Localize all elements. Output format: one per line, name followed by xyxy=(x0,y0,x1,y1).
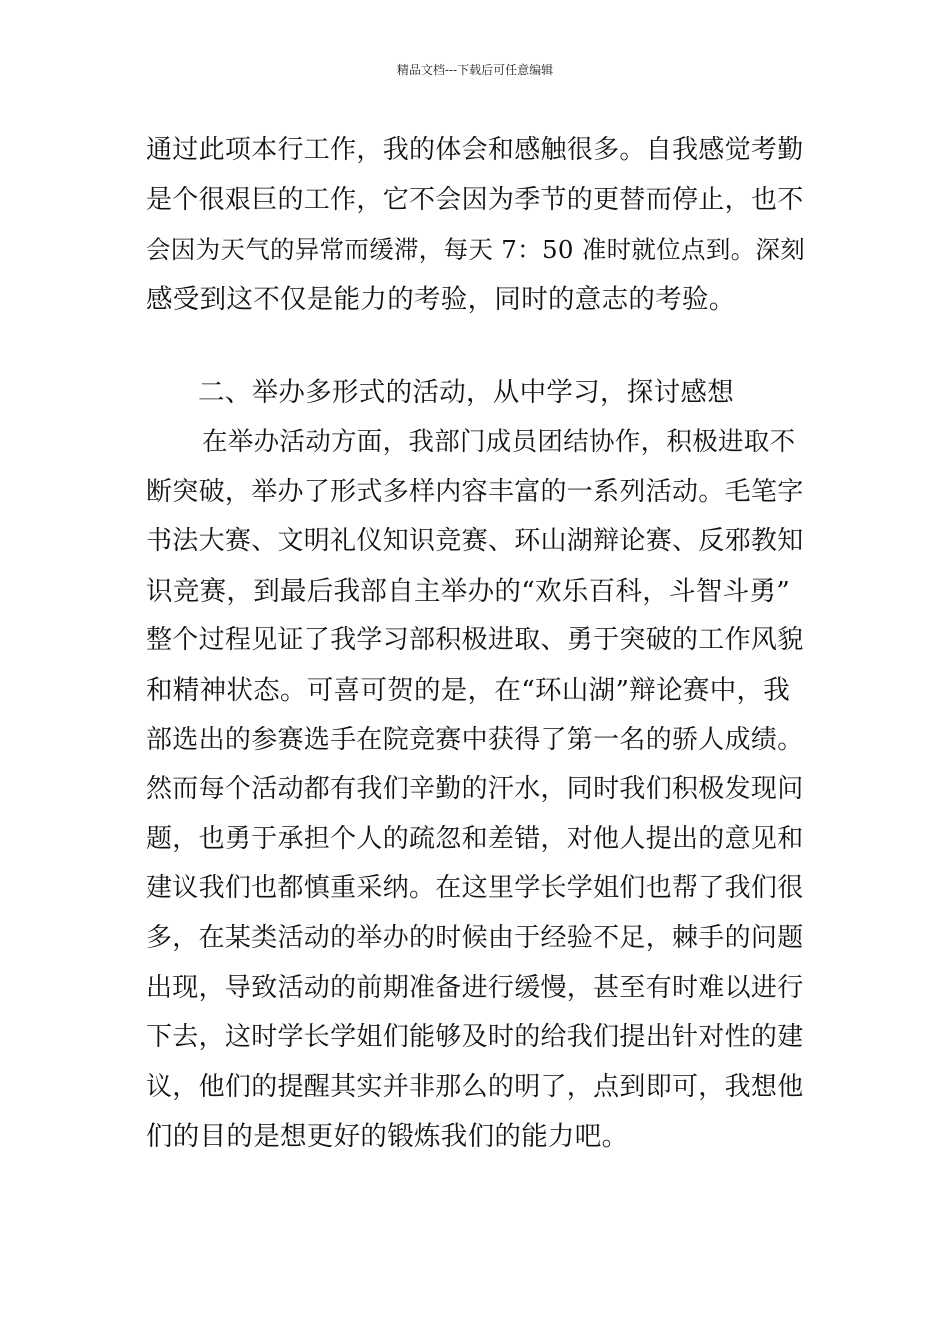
paragraph-line: 题，也勇于承担个人的疏忽和差错，对他人提出的意见和 xyxy=(146,823,804,854)
paragraph-line: 会因为天气的异常而缓滞，每天 7：50 准时就位点到。深刻 xyxy=(146,235,806,265)
paragraph-line: 们的目的是想更好的锻炼我们的能力吧。 xyxy=(146,1121,629,1153)
paragraph-line: 书法大赛、文明礼仪知识竞赛、环山湖辩论赛、反邪教知 xyxy=(146,526,804,557)
paragraph-line: 断突破，举办了形式多样内容丰富的一系列活动。毛笔字 xyxy=(146,476,804,507)
section-heading: 二、举办多形式的活动，从中学习，探讨感想 xyxy=(198,377,734,409)
paragraph-line: 出现，导致活动的前期准备进行缓慢，甚至有时难以进行 xyxy=(146,972,804,1003)
paragraph-2 xyxy=(146,418,806,1162)
paragraph-line: 通过此项本行工作，我的体会和感触很多。自我感觉考勤 xyxy=(146,135,804,165)
paragraph-line: 和精神状态。可喜可贺的是，在“环山湖”辩论赛中，我 xyxy=(146,674,791,706)
paragraph-line: 议，他们的提醒其实并非那么的明了，点到即可，我想他 xyxy=(146,1071,804,1102)
paragraph-line: 是个很艰巨的工作，它不会因为季节的更替而停止，也不 xyxy=(146,184,804,215)
paragraph-line: 然而每个活动都有我们辛勤的汗水，同时我们积极发现问 xyxy=(146,774,804,805)
paragraph-line: 识竞赛，到最后我部自主举办的“欢乐百科，斗智斗勇” xyxy=(146,575,791,607)
paragraph-line: 整个过程见证了我学习部积极进取、勇于突破的工作风貌 xyxy=(146,625,804,656)
paragraph-line: 感受到这不仅是能力的考验，同时的意志的考验。 xyxy=(146,283,736,315)
paragraph-line: 建议我们也都慎重采纳。在这里学长学姐们也帮了我们很 xyxy=(146,873,804,904)
paragraph-line: 部选出的参赛选手在院竞赛中获得了第一名的骄人成绩。 xyxy=(146,724,804,755)
paragraph-spacer xyxy=(146,324,806,368)
paragraph-line: 多，在某类活动的举办的时候由于经验不足，棘手的问题 xyxy=(146,922,804,953)
paragraph-1 xyxy=(146,126,806,324)
page-header: 精品文档---下载后可任意编辑 xyxy=(396,63,554,77)
document-body xyxy=(146,126,806,1162)
paragraph-line: 在举办活动方面，我部门成员团结协作，积极进取不 xyxy=(202,426,796,457)
paragraph-line: 下去，这时学长学姐们能够及时的给我们提出针对性的建 xyxy=(146,1022,804,1053)
